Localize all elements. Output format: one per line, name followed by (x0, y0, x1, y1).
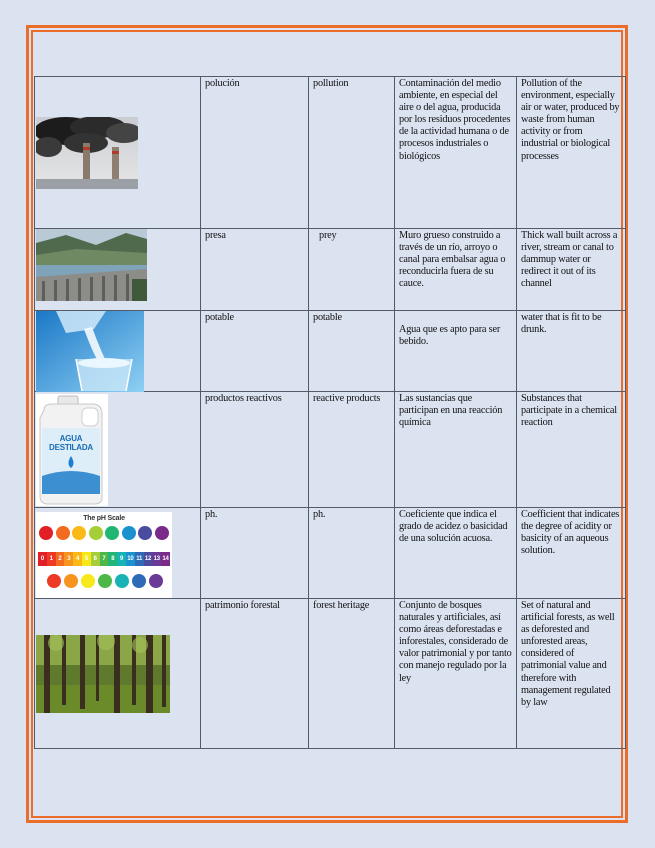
ph-number-cell: 6 (91, 552, 100, 566)
ph-sample-icon (98, 574, 112, 588)
ph-number-cell: 1 (47, 552, 56, 566)
glossary-table (34, 76, 626, 749)
ph-icon-row-lower (38, 572, 170, 592)
dam-reservoir-photo (36, 229, 147, 301)
ph-number-cell: 5 (82, 552, 91, 566)
english-term: prey (319, 230, 337, 241)
ph-number-cell: 14 (161, 552, 170, 566)
english-term-cell (309, 508, 395, 599)
image-cell (35, 229, 201, 311)
jug-label-bottom: DESTILADA (49, 443, 93, 452)
image-cell (35, 311, 201, 392)
ph-sample-icon (132, 574, 146, 588)
english-term: reactive products (313, 393, 381, 404)
ph-scale-chart (36, 512, 172, 598)
english-term-cell (309, 392, 395, 508)
spanish-definition: Coeficiente que indica el grado de acidez o basicidad de una solución acuosa. (399, 509, 510, 545)
image-cell (35, 392, 201, 508)
spanish-term-cell (201, 311, 309, 392)
ph-number-cell: 3 (64, 552, 73, 566)
spanish-definition-cell (395, 508, 517, 599)
ph-sample-icon (138, 526, 152, 540)
jug-label (42, 434, 100, 452)
spanish-term-cell (201, 599, 309, 749)
english-definition-cell (517, 77, 626, 229)
image-cell (35, 77, 201, 229)
english-definition: water that is fit to be drunk. (521, 312, 604, 336)
english-term: pollution (313, 78, 349, 89)
spanish-definition-cell (395, 599, 517, 749)
spanish-term: presa (205, 230, 226, 241)
spanish-definition-cell (395, 311, 517, 392)
ph-number-cell: 11 (135, 552, 144, 566)
english-definition: Pollution of the environment, especially air or water, produced by waste from human activity or from industrial or biological processes (521, 78, 622, 162)
ph-sample-icon (81, 574, 95, 588)
spanish-definition: Las sustancias que participan en una reacción química (399, 393, 505, 429)
spanish-definition: Agua que es apto para ser bebido. (399, 324, 503, 348)
english-definition: Set of natural and artificial forests, as well as deforested and unforested areas, considered of patrimonial value and therefore with management regulated by law (521, 600, 617, 708)
ph-number-cell: 2 (56, 552, 65, 566)
ph-number-cell: 9 (117, 552, 126, 566)
ph-number-cell: 0 (38, 552, 47, 566)
ph-sample-icon (39, 526, 53, 540)
ph-sample-icon (122, 526, 136, 540)
ph-sample-icon (149, 574, 163, 588)
ph-sample-icon (89, 526, 103, 540)
spanish-definition-cell (395, 392, 517, 508)
english-term-cell (309, 599, 395, 749)
spanish-term: ph. (205, 509, 218, 520)
english-term: forest heritage (313, 600, 370, 611)
ph-sample-icon (115, 574, 129, 588)
ph-sample-icon (56, 526, 70, 540)
ph-icon-row (38, 524, 170, 544)
image-cell (35, 508, 201, 599)
spanish-term: patrimonio forestal (205, 600, 280, 611)
english-definition: Substances that participate in a chemical reaction (521, 393, 620, 429)
english-definition-cell (517, 392, 626, 508)
english-definition-cell (517, 311, 626, 392)
water-pouring-glass-photo (36, 311, 144, 392)
spanish-term: potable (205, 312, 234, 323)
ph-number-cell: 10 (126, 552, 135, 566)
ph-sample-icon (64, 574, 78, 588)
jug-label-top: AGUA (59, 434, 83, 443)
table-row (35, 392, 626, 508)
spanish-definition-cell (395, 77, 517, 229)
image-cell (35, 599, 201, 749)
spanish-term-cell (201, 77, 309, 229)
ph-number-cell: 13 (152, 552, 161, 566)
english-definition-cell (517, 229, 626, 311)
ph-sample-icon (47, 574, 61, 588)
spanish-term-cell (201, 508, 309, 599)
smokestacks-pollution-photo (36, 117, 138, 189)
english-definition: Thick wall built across a river, stream or canal to dammup water or redirect it out of its channel (521, 230, 620, 290)
english-term: ph. (313, 509, 326, 520)
ph-sample-icon (72, 526, 86, 540)
table-row (35, 229, 626, 311)
ph-sample-icon (155, 526, 169, 540)
ph-number-bar (38, 552, 170, 566)
distilled-water-jug-photo (36, 394, 108, 506)
ph-number-cell: 12 (144, 552, 153, 566)
spanish-term: productos reactivos (205, 393, 282, 404)
forest-photo (36, 635, 170, 713)
ph-scale-title: The pH Scale (83, 515, 125, 522)
english-term: potable (313, 312, 342, 323)
spanish-definition: Muro grueso construido a través de un río, arroyo o canal para embalsar agua o reconducirla fuera de su cauce. (399, 230, 508, 290)
table-row (35, 311, 626, 392)
ph-number-cell: 4 (73, 552, 82, 566)
english-term-cell (309, 311, 395, 392)
ph-sample-icon (105, 526, 119, 540)
english-definition: Coefficient that indicates the degree of acidity or basicity of an aqueous solution. (521, 509, 622, 557)
spanish-term: polución (205, 78, 240, 89)
ph-number-cell: 8 (108, 552, 117, 566)
spanish-definition: Conjunto de bosques naturales y artificiales, así como áreas deforestadas e inforestales, considerado de valor patrimonial y por tanto con manejo regulado por la ley (399, 600, 514, 684)
table-row (35, 77, 626, 229)
english-definition-cell (517, 599, 626, 749)
spanish-term-cell (201, 229, 309, 311)
ph-number-cell: 7 (100, 552, 109, 566)
english-definition-cell (517, 508, 626, 599)
table-row (35, 508, 626, 599)
english-term-cell (309, 77, 395, 229)
spanish-definition: Contaminación del medio ambiente, en especial del aire o del agua, producida por los residuos procedentes de la actividad humana o de procesos industriales o biológicos (399, 78, 513, 162)
spanish-term-cell (201, 392, 309, 508)
spanish-definition-cell (395, 229, 517, 311)
english-term-cell (309, 229, 395, 311)
table-row (35, 599, 626, 749)
